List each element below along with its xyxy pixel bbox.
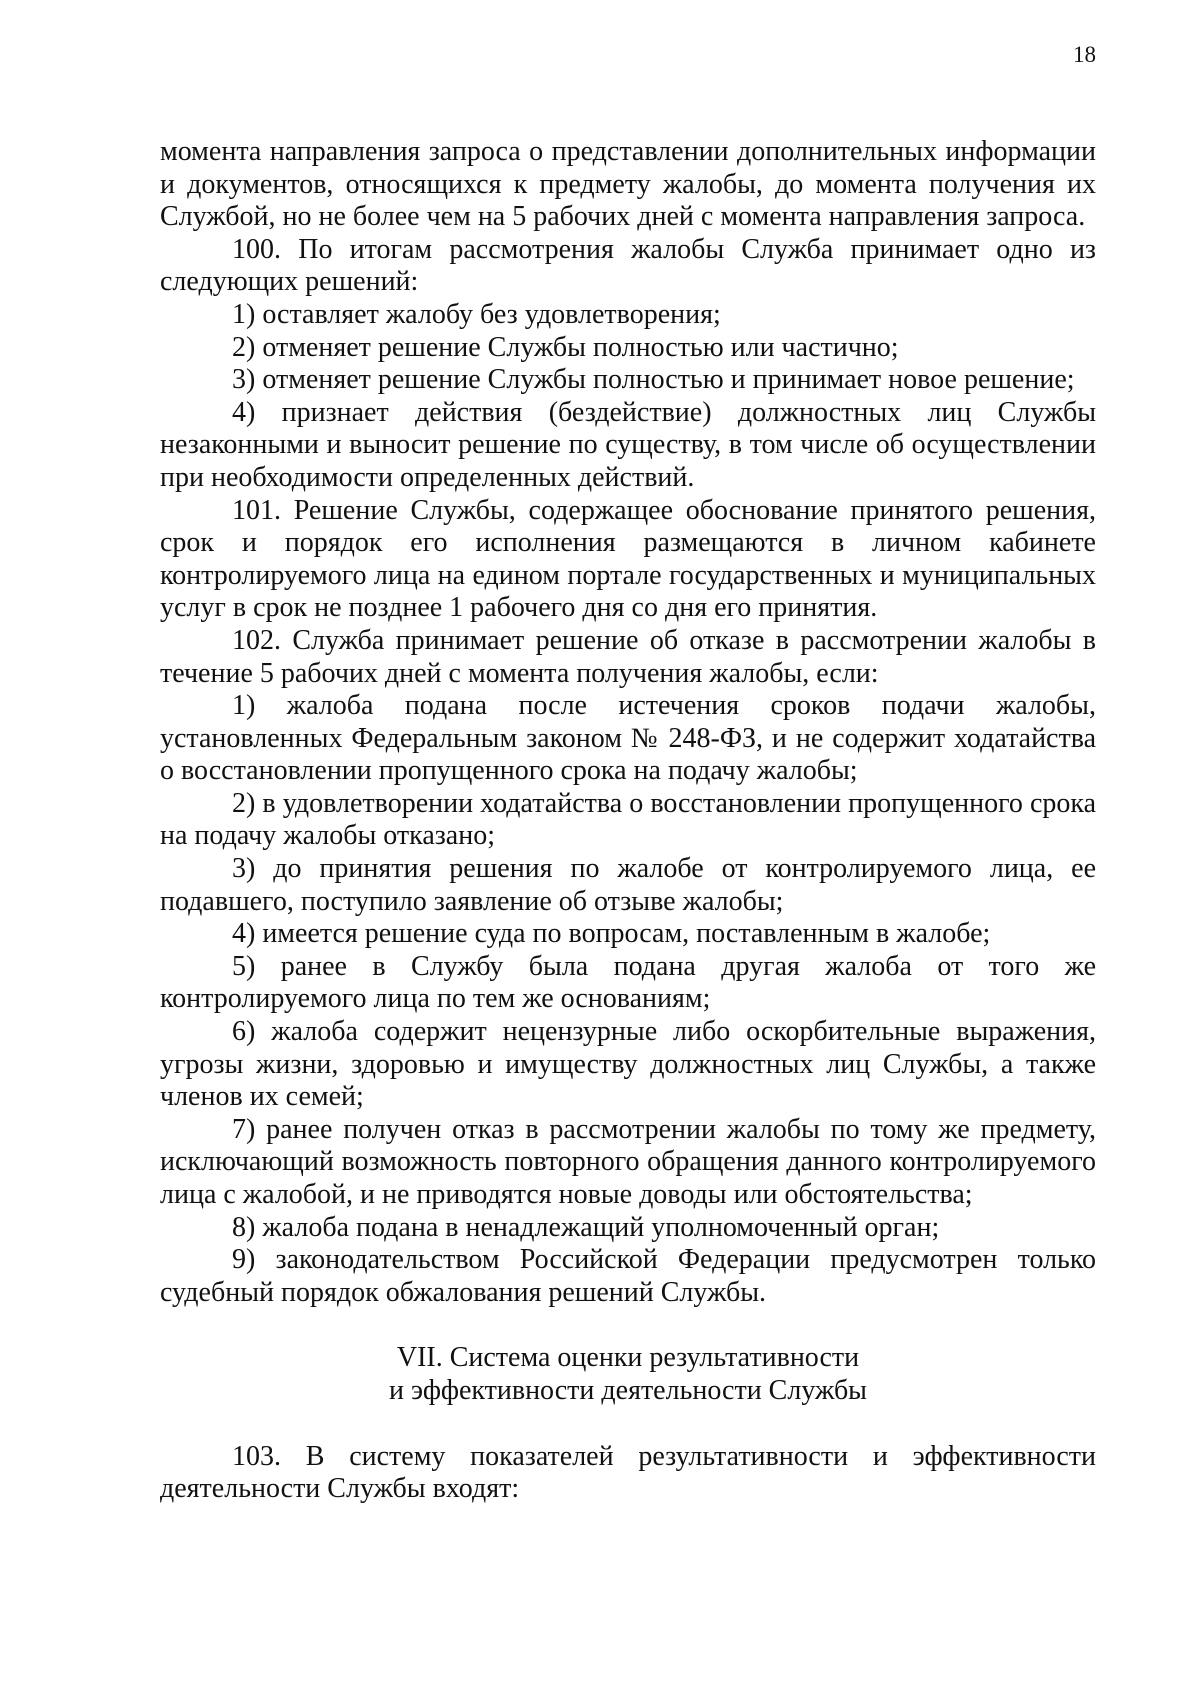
paragraph: 102. Служба принимает решение об отказе в рассмотрении жалобы в течение 5 рабочих дней с момента получения жалобы, если: bbox=[160, 624, 1096, 689]
paragraph: 4) признает действия (бездействие) должностных лиц Службы незаконными и выносит решение по существу, в том числе об осуществлении при необходимости определенных действий. bbox=[160, 396, 1096, 493]
paragraph: момента направления запроса о представлении дополнительных информации и документов, относящихся к предмету жалобы, до момента получения их Службой, но не более чем на 5 рабочих дней с момента направления запроса. bbox=[160, 136, 1096, 233]
section-heading bbox=[160, 1342, 1096, 1407]
document-body bbox=[160, 136, 1096, 1506]
paragraph: 100. По итогам рассмотрения жалобы Служба принимает одно из следующих решений: bbox=[160, 233, 1096, 298]
paragraph: 103. В систему показателей результативности и эффективности деятельности Службы входят: bbox=[160, 1440, 1096, 1505]
paragraph: 1) жалоба подана после истечения сроков подачи жалобы, установленных Федеральным законом № 248-ФЗ, и не содержит ходатайства о восстановлении пропущенного срока на подачу жалобы; bbox=[160, 690, 1096, 787]
paragraph: 7) ранее получен отказ в рассмотрении жалобы по тому же предмету, исключающий возможность повторного обращения данного контролируемого лица с жалобой, и не приводятся новые доводы или обстоятельства; bbox=[160, 1113, 1096, 1210]
paragraph: 9) законодательством Российской Федерации предусмотрен только судебный порядок обжалования решений Службы. bbox=[160, 1244, 1096, 1308]
page-number: 18 bbox=[1073, 42, 1096, 67]
paragraph: 8) жалоба подана в ненадлежащий уполномоченный орган; bbox=[232, 1211, 940, 1243]
section-heading-line-1: VII. Система оценки результативности bbox=[396, 1342, 860, 1374]
paragraph: 3) до принятия решения по жалобе от контролируемого лица, ее подавшего, поступило заявление об отзыве жалобы; bbox=[160, 853, 1096, 917]
paragraph: 6) жалоба содержит нецензурные либо оскорбительные выражения, угрозы жизни, здоровью и имуществу должностных лиц Службы, а также членов их семей; bbox=[160, 1016, 1096, 1113]
paragraph: 1) оставляет жалобу без удовлетворения; bbox=[232, 298, 721, 330]
paragraph: 4) имеется решение суда по вопросам, поставленным в жалобе; bbox=[232, 918, 991, 950]
section-heading-line-2: и эффективности деятельности Службы bbox=[389, 1374, 867, 1406]
paragraph: 3) отменяет решение Службы полностью и принимает новое решение; bbox=[232, 364, 1075, 396]
paragraphs-after-section bbox=[160, 1441, 1096, 1506]
paragraph: 101. Решение Службы, содержащее обоснование принятого решения, срок и порядок его исполнения размещаются в личном кабинете контролируемого лица на едином портале государственных и муниципальных услуг в срок не позднее 1 рабочего дня со дня его принятия. bbox=[160, 494, 1096, 624]
paragraph: 5) ранее в Службу была подана другая жалоба от того же контролируемого лица по тем же основаниям; bbox=[160, 950, 1096, 1015]
paragraph: 2) в удовлетворении ходатайства о восстановлении пропущенного срока на подачу жалобы отказано; bbox=[160, 787, 1096, 852]
paragraph: 2) отменяет решение Службы полностью или частично; bbox=[232, 331, 899, 363]
paragraphs-before-section bbox=[160, 136, 1096, 1309]
